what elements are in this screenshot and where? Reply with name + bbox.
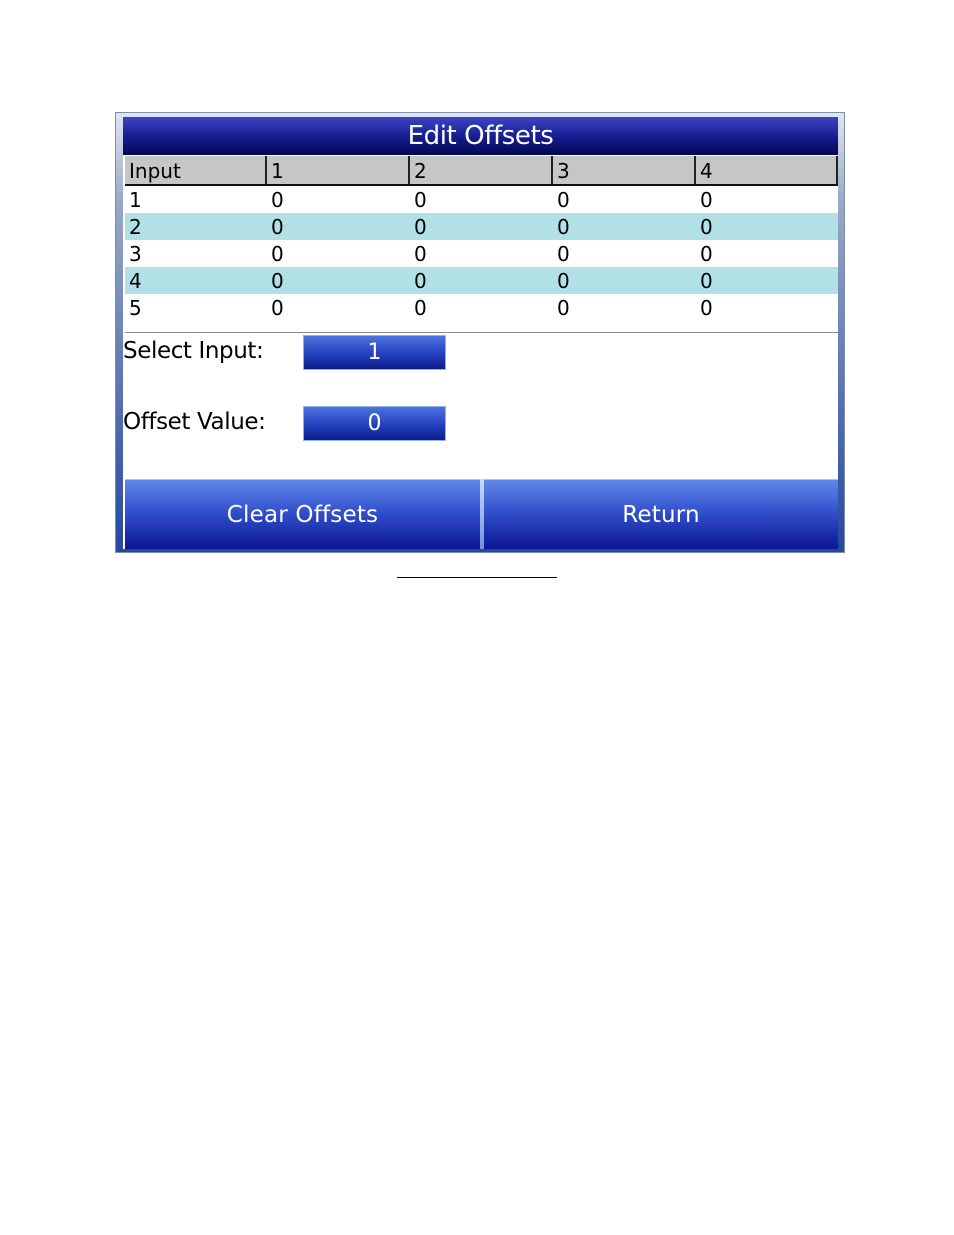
column-header-1[interactable]: 1 — [267, 156, 410, 184]
table-cell: 0 — [271, 188, 284, 212]
clear-offsets-button[interactable]: Clear Offsets — [125, 479, 480, 549]
table-header-row — [125, 156, 838, 186]
table-cell: 0 — [557, 269, 570, 293]
table-cell: 0 — [700, 296, 713, 320]
select-input-button[interactable]: 1 — [303, 335, 446, 370]
table-cell: 0 — [700, 188, 713, 212]
column-header-2[interactable]: 2 — [410, 156, 553, 184]
table-cell: 3 — [129, 242, 142, 266]
table-cell: 0 — [557, 242, 570, 266]
table-cell: 0 — [271, 269, 284, 293]
column-header-3[interactable]: 3 — [553, 156, 696, 184]
table-cell: 2 — [129, 215, 142, 239]
table-cell: 5 — [129, 296, 142, 320]
table-cell: 0 — [414, 188, 427, 212]
table-cell: 0 — [414, 269, 427, 293]
table-cell: 0 — [557, 188, 570, 212]
table-cell: 0 — [700, 242, 713, 266]
caption-underline — [397, 577, 557, 578]
table-cell: 0 — [271, 215, 284, 239]
table-cell: 0 — [271, 242, 284, 266]
offsets-table — [125, 155, 838, 333]
table-row[interactable] — [125, 186, 838, 213]
table-cell: 0 — [700, 269, 713, 293]
table-cell: 0 — [557, 215, 570, 239]
column-header-input[interactable]: Input — [125, 156, 267, 184]
table-cell: 4 — [129, 269, 142, 293]
dialog-frame — [115, 112, 845, 553]
table-cell: 0 — [557, 296, 570, 320]
table-cell: 0 — [414, 215, 427, 239]
table-cell: 0 — [271, 296, 284, 320]
select-input-label: Select Input: — [123, 338, 264, 364]
table-row[interactable] — [125, 294, 838, 321]
column-header-4[interactable]: 4 — [696, 156, 838, 184]
edit-offsets-screen — [123, 117, 838, 549]
return-button[interactable]: Return — [484, 479, 838, 549]
table-cell: 0 — [700, 215, 713, 239]
window-title: Edit Offsets — [123, 117, 838, 155]
table-row[interactable] — [125, 240, 838, 267]
table-cell: 0 — [414, 296, 427, 320]
table-row[interactable] — [125, 213, 838, 240]
table-cell: 1 — [129, 188, 142, 212]
table-cell: 0 — [414, 242, 427, 266]
offset-value-button[interactable]: 0 — [303, 406, 446, 441]
table-row[interactable] — [125, 267, 838, 294]
offset-value-label: Offset Value: — [123, 409, 266, 435]
